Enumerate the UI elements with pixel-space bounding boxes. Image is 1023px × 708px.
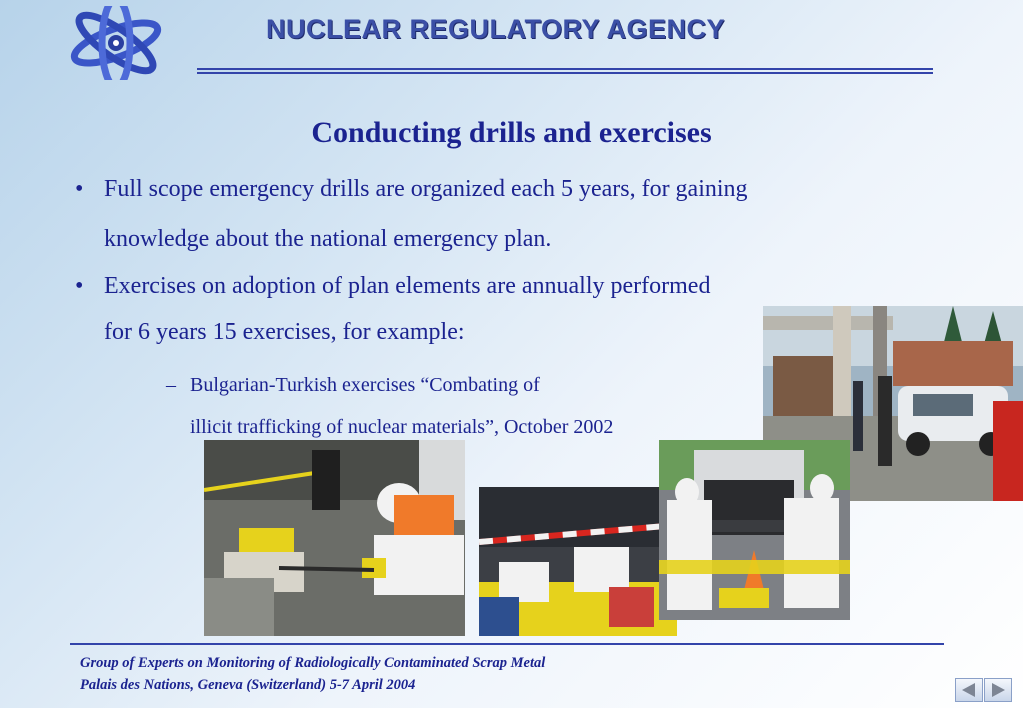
bullet-dot: • [75,273,84,299]
sub-bullet-item [166,364,614,448]
bullet-dot: • [75,176,84,202]
slide-title: Conducting drills and exercises [311,116,712,149]
bullet-line: Exercises on adoption of plan elements are annually performed [104,273,711,299]
bullet-item [75,164,984,264]
next-slide-button[interactable] [984,678,1012,702]
footer-divider [70,643,944,645]
previous-slide-button[interactable] [955,678,983,702]
sub-bullet-line: Bulgarian-Turkish exercises “Combating of [190,374,540,396]
sub-bullet-line: illicit trafficking of nuclear materials”, October 2002 [190,416,614,438]
photo-drill-middle [479,487,677,636]
photo-drill-left [204,440,465,636]
header-divider [197,68,933,75]
footer-line: Palais des Nations, Geneva (Switzerland) 5-7 April 2004 [80,677,416,693]
bullet-line: for 6 years 15 exercises, for example: [104,319,465,345]
footer-line: Group of Experts on Monitoring of Radiologically Contaminated Scrap Metal [80,655,546,671]
footer [80,652,545,696]
triangle-right-icon [985,679,1011,701]
atom-logo-icon [66,6,166,80]
photo-drill-car-trunk [659,440,850,620]
agency-name: NUCLEAR REGULATORY AGENCY [266,14,726,44]
sub-bullet-dash: – [166,374,176,396]
bullet-line: knowledge about the national emergency plan. [104,226,552,252]
triangle-left-icon [956,679,982,701]
bullet-line: Full scope emergency drills are organized each 5 years, for gaining [104,176,748,202]
